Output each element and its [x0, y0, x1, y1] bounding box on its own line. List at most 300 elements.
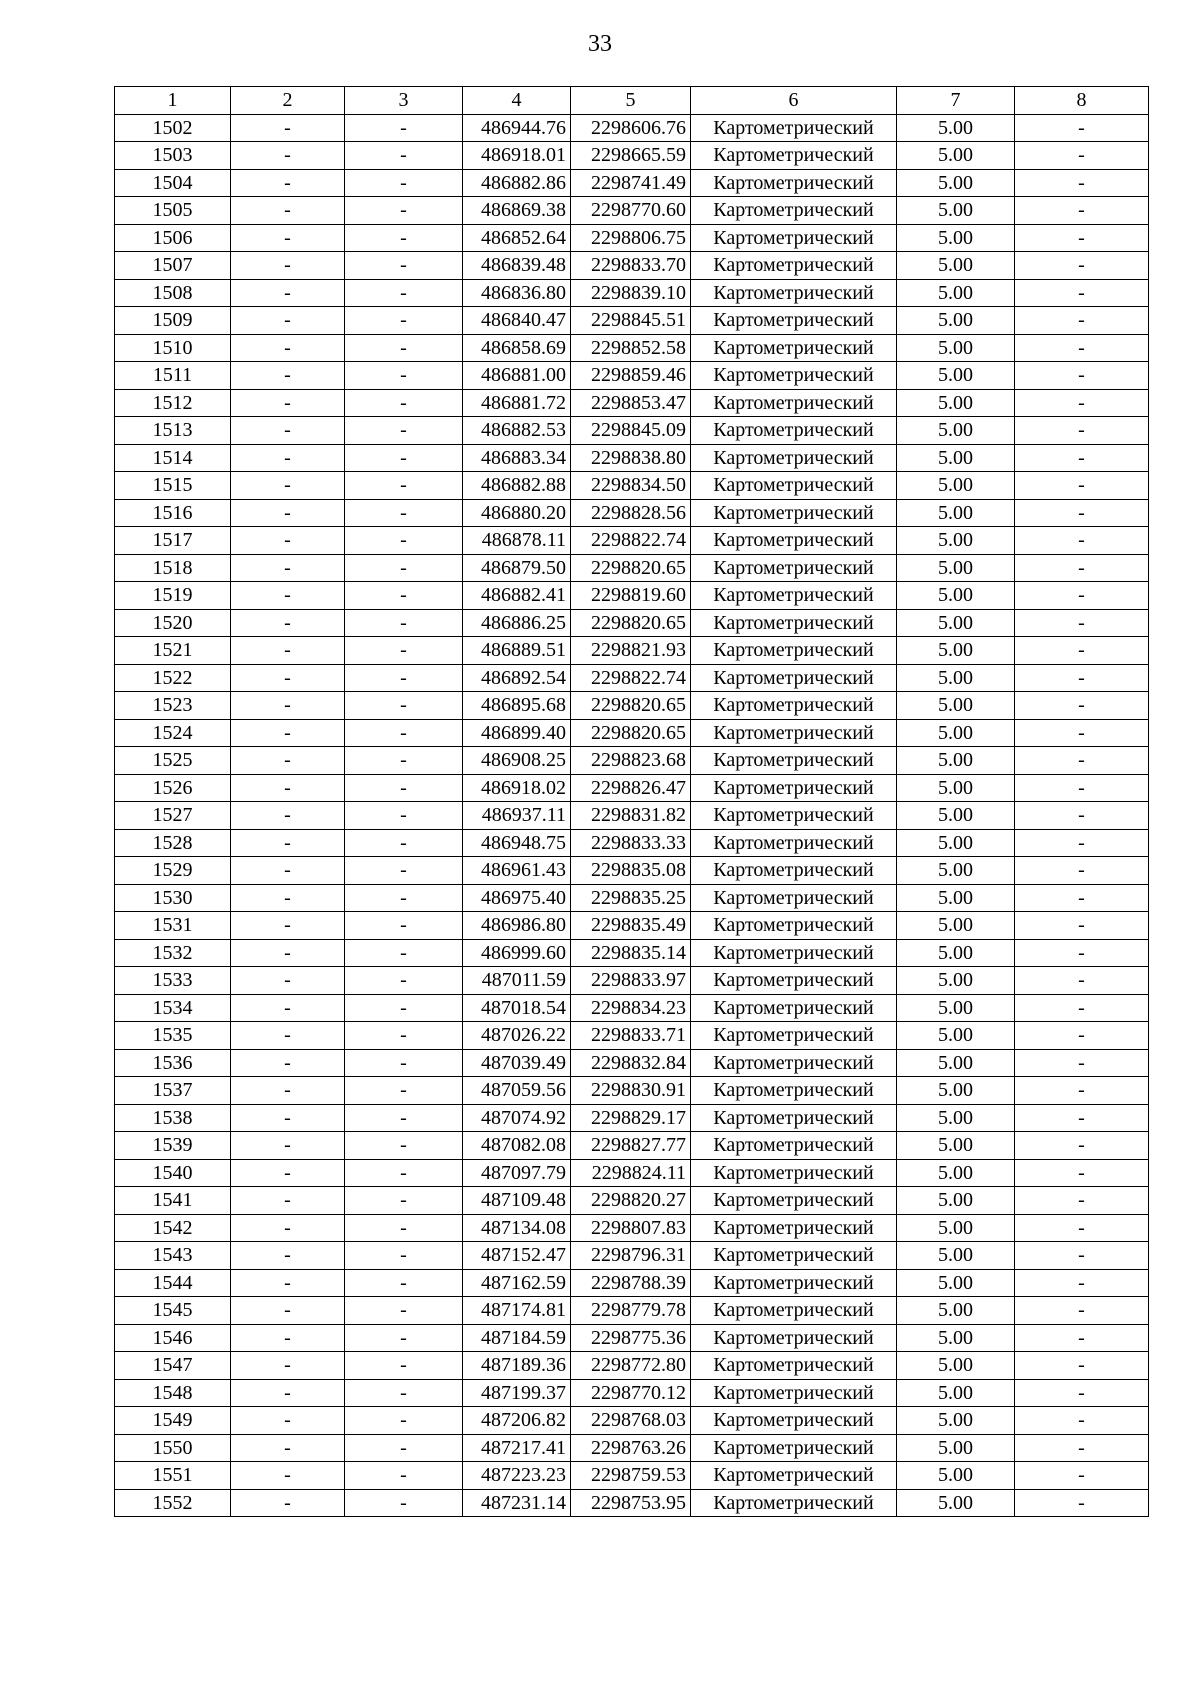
cell-coord-x: 486948.75	[463, 829, 571, 857]
cell-col-3: -	[345, 829, 463, 857]
cell-col-2: -	[231, 857, 345, 885]
cell-point-number: 1529	[115, 857, 231, 885]
cell-accuracy: 5.00	[897, 939, 1015, 967]
table-row	[115, 939, 1149, 967]
cell-col-3: -	[345, 609, 463, 637]
cell-col-2: -	[231, 939, 345, 967]
cell-method: Картометрический	[691, 939, 897, 967]
cell-coord-y: 2298665.59	[571, 142, 691, 170]
cell-col-3: -	[345, 169, 463, 197]
column-header-1: 1	[115, 87, 231, 115]
cell-col-3: -	[345, 362, 463, 390]
cell-point-number: 1538	[115, 1104, 231, 1132]
cell-point-number: 1513	[115, 417, 231, 445]
cell-col-3: -	[345, 719, 463, 747]
cell-accuracy: 5.00	[897, 857, 1015, 885]
cell-accuracy: 5.00	[897, 169, 1015, 197]
cell-col-3: -	[345, 1407, 463, 1435]
cell-accuracy: 5.00	[897, 664, 1015, 692]
cell-coord-y: 2298820.65	[571, 554, 691, 582]
cell-col-8: -	[1015, 1049, 1149, 1077]
table-row	[115, 1104, 1149, 1132]
cell-coord-x: 486869.38	[463, 197, 571, 225]
cell-point-number: 1509	[115, 307, 231, 335]
cell-accuracy: 5.00	[897, 1297, 1015, 1325]
cell-method: Картометрический	[691, 224, 897, 252]
cell-accuracy: 5.00	[897, 994, 1015, 1022]
cell-col-3: -	[345, 114, 463, 142]
cell-col-3: -	[345, 389, 463, 417]
cell-accuracy: 5.00	[897, 774, 1015, 802]
cell-coord-x: 487026.22	[463, 1022, 571, 1050]
cell-col-2: -	[231, 1324, 345, 1352]
cell-col-2: -	[231, 1407, 345, 1435]
cell-coord-y: 2298859.46	[571, 362, 691, 390]
cell-method: Картометрический	[691, 307, 897, 335]
table-row	[115, 1049, 1149, 1077]
cell-col-3: -	[345, 554, 463, 582]
cell-coord-x: 487174.81	[463, 1297, 571, 1325]
cell-point-number: 1510	[115, 334, 231, 362]
cell-col-2: -	[231, 1489, 345, 1517]
cell-method: Картометрический	[691, 472, 897, 500]
cell-method: Картометрический	[691, 1187, 897, 1215]
cell-point-number: 1508	[115, 279, 231, 307]
cell-col-3: -	[345, 1352, 463, 1380]
table-row	[115, 1159, 1149, 1187]
cell-method: Картометрический	[691, 912, 897, 940]
column-header-2: 2	[231, 87, 345, 115]
cell-col-3: -	[345, 1242, 463, 1270]
cell-accuracy: 5.00	[897, 114, 1015, 142]
cell-point-number: 1540	[115, 1159, 231, 1187]
table-row	[115, 1462, 1149, 1490]
cell-col-2: -	[231, 417, 345, 445]
cell-coord-y: 2298820.27	[571, 1187, 691, 1215]
cell-coord-y: 2298838.80	[571, 444, 691, 472]
cell-coord-y: 2298845.09	[571, 417, 691, 445]
cell-method: Картометрический	[691, 362, 897, 390]
table-row	[115, 1214, 1149, 1242]
cell-col-8: -	[1015, 554, 1149, 582]
cell-accuracy: 5.00	[897, 1159, 1015, 1187]
cell-col-3: -	[345, 444, 463, 472]
cell-col-2: -	[231, 279, 345, 307]
cell-point-number: 1537	[115, 1077, 231, 1105]
cell-col-8: -	[1015, 884, 1149, 912]
cell-col-2: -	[231, 1104, 345, 1132]
cell-point-number: 1506	[115, 224, 231, 252]
cell-method: Картометрический	[691, 389, 897, 417]
cell-method: Картометрический	[691, 1049, 897, 1077]
cell-accuracy: 5.00	[897, 417, 1015, 445]
table-row	[115, 857, 1149, 885]
cell-accuracy: 5.00	[897, 1407, 1015, 1435]
cell-point-number: 1520	[115, 609, 231, 637]
cell-method: Картометрический	[691, 857, 897, 885]
table-row	[115, 307, 1149, 335]
cell-col-3: -	[345, 802, 463, 830]
cell-col-2: -	[231, 994, 345, 1022]
cell-coord-x: 487018.54	[463, 994, 571, 1022]
cell-col-8: -	[1015, 802, 1149, 830]
cell-coord-y: 2298835.49	[571, 912, 691, 940]
cell-accuracy: 5.00	[897, 719, 1015, 747]
cell-accuracy: 5.00	[897, 1022, 1015, 1050]
cell-method: Картометрический	[691, 417, 897, 445]
cell-coord-y: 2298833.97	[571, 967, 691, 995]
cell-col-8: -	[1015, 334, 1149, 362]
cell-coord-y: 2298775.36	[571, 1324, 691, 1352]
cell-col-3: -	[345, 774, 463, 802]
cell-coord-y: 2298806.75	[571, 224, 691, 252]
cell-coord-x: 486880.20	[463, 499, 571, 527]
cell-method: Картометрический	[691, 1297, 897, 1325]
cell-coord-x: 487206.82	[463, 1407, 571, 1435]
cell-point-number: 1514	[115, 444, 231, 472]
cell-coord-x: 486840.47	[463, 307, 571, 335]
cell-coord-x: 486886.25	[463, 609, 571, 637]
cell-coord-y: 2298852.58	[571, 334, 691, 362]
cell-col-8: -	[1015, 609, 1149, 637]
cell-point-number: 1505	[115, 197, 231, 225]
cell-accuracy: 5.00	[897, 224, 1015, 252]
cell-accuracy: 5.00	[897, 1242, 1015, 1270]
cell-col-3: -	[345, 142, 463, 170]
cell-col-8: -	[1015, 1159, 1149, 1187]
table-row	[115, 252, 1149, 280]
cell-col-2: -	[231, 1269, 345, 1297]
table-row	[115, 1352, 1149, 1380]
cell-col-8: -	[1015, 444, 1149, 472]
cell-method: Картометрический	[691, 114, 897, 142]
cell-col-3: -	[345, 279, 463, 307]
cell-col-3: -	[345, 1434, 463, 1462]
cell-point-number: 1534	[115, 994, 231, 1022]
cell-coord-x: 486882.53	[463, 417, 571, 445]
cell-col-2: -	[231, 609, 345, 637]
cell-coord-x: 487189.36	[463, 1352, 571, 1380]
cell-coord-y: 2298845.51	[571, 307, 691, 335]
cell-coord-x: 486999.60	[463, 939, 571, 967]
table-row	[115, 224, 1149, 252]
cell-coord-x: 487059.56	[463, 1077, 571, 1105]
cell-coord-y: 2298834.23	[571, 994, 691, 1022]
cell-accuracy: 5.00	[897, 1049, 1015, 1077]
cell-col-8: -	[1015, 582, 1149, 610]
cell-col-3: -	[345, 1462, 463, 1490]
cell-coord-y: 2298831.82	[571, 802, 691, 830]
cell-method: Картометрический	[691, 1324, 897, 1352]
cell-col-3: -	[345, 582, 463, 610]
cell-method: Картометрический	[691, 444, 897, 472]
cell-coord-y: 2298807.83	[571, 1214, 691, 1242]
table-row	[115, 389, 1149, 417]
table-row	[115, 802, 1149, 830]
cell-accuracy: 5.00	[897, 362, 1015, 390]
cell-method: Картометрический	[691, 637, 897, 665]
table-row	[115, 637, 1149, 665]
cell-accuracy: 5.00	[897, 1187, 1015, 1215]
cell-method: Картометрический	[691, 527, 897, 555]
cell-col-2: -	[231, 1242, 345, 1270]
cell-col-8: -	[1015, 1297, 1149, 1325]
cell-coord-y: 2298759.53	[571, 1462, 691, 1490]
table-row	[115, 829, 1149, 857]
table-row	[115, 169, 1149, 197]
cell-point-number: 1526	[115, 774, 231, 802]
cell-coord-x: 486882.88	[463, 472, 571, 500]
cell-col-3: -	[345, 1104, 463, 1132]
cell-accuracy: 5.00	[897, 582, 1015, 610]
cell-col-2: -	[231, 169, 345, 197]
cell-coord-y: 2298835.08	[571, 857, 691, 885]
table-row	[115, 1489, 1149, 1517]
cell-coord-x: 487109.48	[463, 1187, 571, 1215]
cell-method: Картометрический	[691, 1022, 897, 1050]
cell-col-3: -	[345, 307, 463, 335]
cell-coord-x: 486918.01	[463, 142, 571, 170]
table-row	[115, 609, 1149, 637]
cell-point-number: 1531	[115, 912, 231, 940]
cell-coord-x: 486878.11	[463, 527, 571, 555]
cell-coord-x: 486883.34	[463, 444, 571, 472]
cell-method: Картометрический	[691, 609, 897, 637]
cell-coord-x: 486892.54	[463, 664, 571, 692]
cell-coord-y: 2298606.76	[571, 114, 691, 142]
cell-coord-y: 2298822.74	[571, 527, 691, 555]
cell-coord-y: 2298822.74	[571, 664, 691, 692]
cell-point-number: 1503	[115, 142, 231, 170]
table-row	[115, 1269, 1149, 1297]
cell-method: Картометрический	[691, 1214, 897, 1242]
cell-col-8: -	[1015, 1489, 1149, 1517]
cell-col-8: -	[1015, 417, 1149, 445]
cell-col-8: -	[1015, 637, 1149, 665]
cell-coord-x: 487199.37	[463, 1379, 571, 1407]
cell-coord-y: 2298834.50	[571, 472, 691, 500]
cell-point-number: 1512	[115, 389, 231, 417]
table-header-row	[115, 87, 1149, 115]
cell-col-3: -	[345, 224, 463, 252]
cell-col-2: -	[231, 444, 345, 472]
cell-col-2: -	[231, 1214, 345, 1242]
cell-col-3: -	[345, 857, 463, 885]
cell-coord-x: 487231.14	[463, 1489, 571, 1517]
cell-col-8: -	[1015, 1022, 1149, 1050]
cell-col-3: -	[345, 692, 463, 720]
cell-coord-x: 487082.08	[463, 1132, 571, 1160]
cell-coord-x: 487011.59	[463, 967, 571, 995]
cell-col-3: -	[345, 1187, 463, 1215]
cell-coord-x: 487039.49	[463, 1049, 571, 1077]
cell-method: Картометрический	[691, 802, 897, 830]
cell-method: Картометрический	[691, 774, 897, 802]
cell-accuracy: 5.00	[897, 829, 1015, 857]
cell-coord-y: 2298820.65	[571, 609, 691, 637]
cell-point-number: 1530	[115, 884, 231, 912]
cell-accuracy: 5.00	[897, 1462, 1015, 1490]
cell-point-number: 1524	[115, 719, 231, 747]
cell-coord-x: 487134.08	[463, 1214, 571, 1242]
cell-coord-y: 2298796.31	[571, 1242, 691, 1270]
table-row	[115, 279, 1149, 307]
cell-coord-y: 2298853.47	[571, 389, 691, 417]
cell-col-2: -	[231, 142, 345, 170]
cell-col-2: -	[231, 1352, 345, 1380]
cell-col-8: -	[1015, 1132, 1149, 1160]
table-row	[115, 527, 1149, 555]
cell-method: Картометрический	[691, 1242, 897, 1270]
cell-coord-y: 2298763.26	[571, 1434, 691, 1462]
cell-coord-y: 2298823.68	[571, 747, 691, 775]
cell-col-8: -	[1015, 1187, 1149, 1215]
cell-col-2: -	[231, 334, 345, 362]
table-row	[115, 1022, 1149, 1050]
cell-col-8: -	[1015, 1379, 1149, 1407]
cell-point-number: 1522	[115, 664, 231, 692]
cell-col-8: -	[1015, 142, 1149, 170]
cell-col-3: -	[345, 912, 463, 940]
cell-method: Картометрический	[691, 169, 897, 197]
cell-point-number: 1533	[115, 967, 231, 995]
table-row	[115, 967, 1149, 995]
cell-point-number: 1532	[115, 939, 231, 967]
cell-col-8: -	[1015, 389, 1149, 417]
cell-col-2: -	[231, 1077, 345, 1105]
cell-accuracy: 5.00	[897, 197, 1015, 225]
cell-method: Картометрический	[691, 197, 897, 225]
cell-method: Картометрический	[691, 1462, 897, 1490]
cell-col-8: -	[1015, 1242, 1149, 1270]
cell-method: Картометрический	[691, 499, 897, 527]
cell-col-2: -	[231, 692, 345, 720]
cell-accuracy: 5.00	[897, 444, 1015, 472]
cell-coord-x: 486889.51	[463, 637, 571, 665]
cell-point-number: 1525	[115, 747, 231, 775]
table-row	[115, 994, 1149, 1022]
table-row	[115, 554, 1149, 582]
cell-coord-y: 2298779.78	[571, 1297, 691, 1325]
cell-method: Картометрический	[691, 252, 897, 280]
cell-col-2: -	[231, 1159, 345, 1187]
cell-method: Картометрический	[691, 884, 897, 912]
cell-point-number: 1521	[115, 637, 231, 665]
cell-col-8: -	[1015, 664, 1149, 692]
cell-col-2: -	[231, 664, 345, 692]
cell-col-2: -	[231, 802, 345, 830]
cell-col-8: -	[1015, 1462, 1149, 1490]
cell-col-2: -	[231, 527, 345, 555]
cell-coord-x: 487184.59	[463, 1324, 571, 1352]
cell-accuracy: 5.00	[897, 1269, 1015, 1297]
cell-col-8: -	[1015, 1352, 1149, 1380]
cell-col-3: -	[345, 334, 463, 362]
cell-accuracy: 5.00	[897, 499, 1015, 527]
cell-method: Картометрический	[691, 582, 897, 610]
cell-col-2: -	[231, 114, 345, 142]
column-header-5: 5	[571, 87, 691, 115]
cell-point-number: 1546	[115, 1324, 231, 1352]
cell-accuracy: 5.00	[897, 884, 1015, 912]
cell-coord-x: 486986.80	[463, 912, 571, 940]
cell-accuracy: 5.00	[897, 609, 1015, 637]
cell-point-number: 1541	[115, 1187, 231, 1215]
table-row	[115, 1434, 1149, 1462]
cell-col-2: -	[231, 252, 345, 280]
cell-col-3: -	[345, 747, 463, 775]
cell-accuracy: 5.00	[897, 334, 1015, 362]
cell-accuracy: 5.00	[897, 472, 1015, 500]
cell-coord-x: 487152.47	[463, 1242, 571, 1270]
cell-coord-y: 2298753.95	[571, 1489, 691, 1517]
cell-col-2: -	[231, 1187, 345, 1215]
table-row	[115, 664, 1149, 692]
cell-col-2: -	[231, 1434, 345, 1462]
cell-col-8: -	[1015, 1214, 1149, 1242]
cell-coord-y: 2298828.56	[571, 499, 691, 527]
cell-col-3: -	[345, 197, 463, 225]
cell-method: Картометрический	[691, 692, 897, 720]
cell-coord-x: 486836.80	[463, 279, 571, 307]
table-row	[115, 912, 1149, 940]
cell-col-3: -	[345, 1324, 463, 1352]
cell-col-8: -	[1015, 912, 1149, 940]
cell-col-3: -	[345, 1489, 463, 1517]
cell-col-2: -	[231, 1022, 345, 1050]
cell-col-3: -	[345, 527, 463, 555]
cell-col-2: -	[231, 582, 345, 610]
cell-col-3: -	[345, 664, 463, 692]
cell-col-3: -	[345, 417, 463, 445]
cell-col-3: -	[345, 1049, 463, 1077]
cell-accuracy: 5.00	[897, 1489, 1015, 1517]
cell-col-8: -	[1015, 527, 1149, 555]
cell-col-8: -	[1015, 499, 1149, 527]
cell-col-2: -	[231, 719, 345, 747]
cell-accuracy: 5.00	[897, 1434, 1015, 1462]
cell-col-2: -	[231, 224, 345, 252]
cell-coord-y: 2298833.71	[571, 1022, 691, 1050]
cell-point-number: 1544	[115, 1269, 231, 1297]
cell-method: Картометрический	[691, 664, 897, 692]
cell-coord-x: 486899.40	[463, 719, 571, 747]
cell-coord-y: 2298820.65	[571, 692, 691, 720]
cell-coord-y: 2298824.11	[571, 1159, 691, 1187]
cell-col-8: -	[1015, 1269, 1149, 1297]
cell-point-number: 1507	[115, 252, 231, 280]
cell-coord-x: 486975.40	[463, 884, 571, 912]
table-row	[115, 692, 1149, 720]
cell-point-number: 1535	[115, 1022, 231, 1050]
cell-col-2: -	[231, 197, 345, 225]
page-number: 33	[588, 31, 612, 57]
cell-coord-y: 2298788.39	[571, 1269, 691, 1297]
cell-accuracy: 5.00	[897, 1324, 1015, 1352]
cell-accuracy: 5.00	[897, 389, 1015, 417]
cell-accuracy: 5.00	[897, 967, 1015, 995]
table-row	[115, 444, 1149, 472]
cell-point-number: 1539	[115, 1132, 231, 1160]
cell-col-2: -	[231, 1049, 345, 1077]
cell-col-8: -	[1015, 1434, 1149, 1462]
cell-col-8: -	[1015, 829, 1149, 857]
cell-point-number: 1504	[115, 169, 231, 197]
table-row	[115, 1132, 1149, 1160]
cell-coord-y: 2298827.77	[571, 1132, 691, 1160]
cell-accuracy: 5.00	[897, 527, 1015, 555]
table-row	[115, 1324, 1149, 1352]
